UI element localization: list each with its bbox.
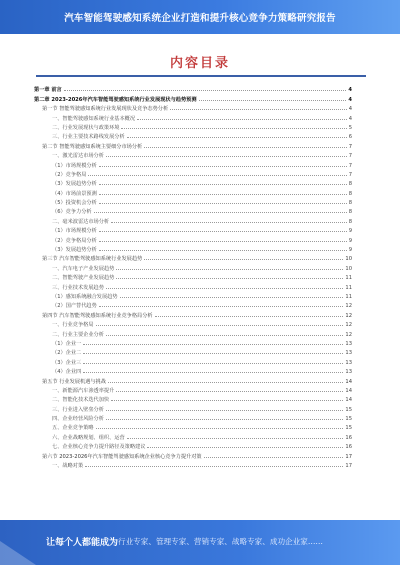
toc-entry-title: 一、战略对策: [52, 463, 84, 470]
toc-page-number: 13: [345, 340, 352, 347]
toc-entry-title: 一、激光雷达市场分析: [52, 153, 104, 160]
toc-dot-leader: [111, 400, 343, 401]
toc-entry[interactable]: [34, 431, 352, 440]
toc-entry-title: （4）企业四: [52, 369, 82, 376]
toc-entry[interactable]: [34, 422, 352, 431]
toc-entry-title: （3）企业三: [52, 359, 82, 366]
toc-entry-title: 第一节 智能驾驶感知系统行业发展现状及竞争态势分析: [42, 106, 169, 113]
toc-page-number: 5: [348, 124, 352, 131]
toc-entry[interactable]: [34, 338, 352, 347]
toc-page-number: 13: [345, 369, 352, 376]
toc-dot-leader: [199, 100, 347, 101]
toc-page-number: 14: [345, 397, 352, 404]
toc-entry[interactable]: [34, 385, 352, 394]
footer-corner-decoration: [0, 541, 36, 565]
toc-page-number: 12: [345, 312, 352, 319]
toc-dot-leader: [83, 344, 343, 345]
toc-entry[interactable]: [34, 450, 352, 459]
toc-dot-leader: [147, 447, 343, 448]
toc-dot-leader: [99, 250, 347, 251]
toc-entry-title: 一、智能驾驶感知系统行业基本概况: [52, 115, 136, 122]
toc-page-number: 6: [348, 134, 352, 141]
toc-page-number: 10: [345, 265, 352, 272]
toc-dot-leader: [99, 231, 347, 232]
toc-page-number: 7: [348, 143, 352, 150]
toc-entry-title: 四、企业经营风险分析: [52, 416, 104, 423]
toc-page-number: 10: [345, 256, 352, 263]
toc-dot-leader: [99, 184, 347, 185]
toc-entry[interactable]: [34, 169, 352, 178]
toc-entry[interactable]: [34, 187, 352, 196]
toc-entry-title: （1）市场规模分析: [52, 162, 97, 169]
toc-entry[interactable]: [34, 413, 352, 422]
toc-entry-title: 七、企业核心竞争力提升路径及策略建议: [52, 444, 146, 451]
toc-page-number: 9: [348, 247, 352, 254]
toc-dot-leader: [121, 128, 346, 129]
toc-page-number: 8: [348, 209, 352, 216]
toc-page-number: 15: [345, 425, 352, 432]
footer-slogan: 让每个人都能成为: [46, 538, 119, 548]
toc-page-number: 11: [345, 293, 352, 300]
toc-page-number: 11: [345, 284, 352, 291]
toc-page-number: 13: [345, 359, 352, 366]
toc-dot-leader: [64, 90, 347, 91]
toc-dot-leader: [106, 419, 344, 420]
toc-entry[interactable]: [34, 93, 352, 102]
toc-entry-title: （2）国产替代趋势: [52, 303, 97, 310]
toc-entry[interactable]: [34, 375, 352, 384]
toc-page-number: 7: [348, 162, 352, 169]
toc-dot-leader: [88, 175, 346, 176]
toc-dot-leader: [170, 109, 347, 110]
toc-dot-leader: [120, 297, 344, 298]
toc-entry[interactable]: [34, 347, 352, 356]
toc-entry[interactable]: [34, 234, 352, 243]
toc-dot-leader: [99, 306, 344, 307]
toc-entry-title: 六、企业战略规划、组织、运营: [52, 434, 125, 441]
toc-entry-title: （1）市场规模分析: [52, 228, 97, 235]
toc-page-number: 15: [345, 416, 352, 423]
toc-dot-leader: [127, 137, 347, 138]
toc-dot-leader: [106, 156, 347, 157]
toc-entry[interactable]: [34, 225, 352, 234]
toc-entry-title: （5）投资机会分析: [52, 200, 97, 207]
toc-entry[interactable]: [34, 159, 352, 168]
toc-page-number: 17: [345, 463, 352, 470]
toc-page-number: 13: [345, 350, 352, 357]
toc-dot-leader: [94, 212, 347, 213]
toc-dot-leader: [155, 316, 344, 317]
toc-dot-leader: [106, 335, 344, 336]
toc-entry[interactable]: [34, 122, 352, 131]
toc-entry-title: （3）发展趋势分析: [52, 247, 97, 254]
toc-entry-title: 三、行业主要技术路线发展分析: [52, 134, 125, 141]
toc-entry[interactable]: [34, 215, 352, 224]
toc-dot-leader: [116, 278, 343, 279]
toc-page-number: 4: [348, 115, 352, 122]
toc-entry[interactable]: [34, 291, 352, 300]
toc-page-number: 8: [348, 190, 352, 197]
toc-page-number: 7: [348, 153, 352, 160]
toc-entry[interactable]: [34, 272, 352, 281]
toc-dot-leader: [83, 372, 343, 373]
toc-entry[interactable]: [34, 262, 352, 271]
toc-page-number: 16: [345, 444, 352, 451]
toc-entry[interactable]: [34, 197, 352, 206]
toc-entry[interactable]: [34, 84, 352, 93]
toc-page-number: 4: [348, 96, 352, 103]
toc-entry-title: （1）企业一: [52, 340, 82, 347]
report-header-banner: [0, 0, 400, 34]
toc-entry-title: 五、企业竞争策略: [52, 425, 94, 432]
toc-entry-title: 二、行业主要企业分析: [52, 331, 104, 338]
toc-entry[interactable]: [34, 206, 352, 215]
toc-entry[interactable]: [34, 178, 352, 187]
toc-heading: 内容目录: [169, 56, 230, 71]
toc-page-number: 8: [348, 181, 352, 188]
toc-entry[interactable]: [34, 112, 352, 121]
toc-page-number: 17: [345, 453, 352, 460]
toc-dot-leader: [96, 428, 344, 429]
footer-subtitle: 行业专家、管理专家、营销专家、战略专家、成功企业家……: [118, 537, 324, 546]
toc-entry[interactable]: [34, 403, 352, 412]
toc-dot-leader: [85, 466, 343, 467]
toc-dot-leader: [144, 259, 343, 260]
toc-entry-title: 一、行业竞争格局: [52, 322, 94, 329]
toc-entry-title: 第三节 汽车智能驾驶感知系统行业发展趋势: [42, 256, 143, 263]
toc-page-number: 4: [348, 87, 352, 94]
toc-page-number: 9: [348, 228, 352, 235]
toc-page-number: 12: [345, 322, 352, 329]
toc-page-number: 16: [345, 434, 352, 441]
toc-dot-leader: [116, 391, 343, 392]
toc-entry-title: 二、行业发展现状与政策环境: [52, 124, 120, 131]
toc-entry[interactable]: [34, 328, 352, 337]
toc-page-number: 7: [348, 171, 352, 178]
toc-divider: [36, 75, 366, 77]
toc-entry-title: 二、毫米波雷达市场分析: [52, 218, 110, 225]
table-of-contents: [34, 84, 352, 469]
toc-entry-title: 第二章 2023-2026年汽车智能驾驶感知系统行业发展现状与趋势预测: [34, 96, 197, 103]
toc-entry[interactable]: [34, 441, 352, 450]
toc-entry[interactable]: [34, 244, 352, 253]
toc-entry[interactable]: [34, 140, 352, 149]
report-title: 汽车智能驾驶感知系统企业打造和提升核心竞争力策略研究报告: [64, 13, 336, 24]
toc-entry-title: （4）市场前景预测: [52, 190, 97, 197]
toc-entry[interactable]: [34, 394, 352, 403]
toc-entry-title: 二、智能驾驶产业发展趋势: [52, 275, 115, 282]
toc-entry[interactable]: [34, 281, 352, 290]
toc-entry-title: 第六节 2023-2026年汽车智能驾驶感知系统企业核心竞争力提升对策: [42, 453, 202, 460]
toc-entry[interactable]: [34, 103, 352, 112]
toc-dot-leader: [99, 203, 347, 204]
toc-entry-title: 第五节 行业发展机遇与挑战: [42, 378, 106, 385]
toc-page-number: 15: [345, 406, 352, 413]
toc-dot-leader: [96, 325, 344, 326]
toc-dot-leader: [99, 241, 347, 242]
toc-page-number: 8: [348, 218, 352, 225]
toc-dot-leader: [83, 353, 343, 354]
toc-page-number: 8: [348, 200, 352, 207]
toc-dot-leader: [204, 457, 344, 458]
toc-entry-title: （6）竞争力分析: [52, 209, 92, 216]
toc-dot-leader: [116, 269, 343, 270]
toc-page-number: 4: [348, 106, 352, 113]
toc-entry[interactable]: [34, 309, 352, 318]
toc-entry-title: 第二节 智能驾驶感知系统主要细分市场分析: [42, 143, 143, 150]
toc-dot-leader: [144, 147, 346, 148]
toc-dot-leader: [127, 438, 344, 439]
toc-page-number: 12: [345, 331, 352, 338]
toc-dot-leader: [106, 288, 344, 289]
toc-entry-title: 三、行业进入壁垒分析: [52, 406, 104, 413]
toc-dot-leader: [99, 166, 347, 167]
toc-entry-title: 第四节 汽车智能驾驶感知系统行业竞争格局分析: [42, 312, 153, 319]
toc-dot-leader: [137, 119, 347, 120]
toc-dot-leader: [108, 382, 343, 383]
toc-entry-title: 一、新能源汽车渗透率提升: [52, 387, 115, 394]
toc-entry-title: （2）竞争格局: [52, 171, 87, 178]
toc-page-number: 11: [345, 275, 352, 282]
toc-entry[interactable]: [34, 460, 352, 469]
toc-entry-title: （3）发展趋势分析: [52, 181, 97, 188]
toc-page-number: 14: [345, 387, 352, 394]
toc-entry-title: 第一章 前言: [34, 87, 62, 94]
toc-dot-leader: [106, 410, 344, 411]
toc-page-number: 9: [348, 237, 352, 244]
toc-entry-title: （1）感知系统融合发展趋势: [52, 293, 118, 300]
toc-entry-title: 二、智能化技术迭代加快: [52, 397, 110, 404]
toc-entry-title: （2）竞争格局分析: [52, 237, 97, 244]
toc-dot-leader: [111, 222, 347, 223]
toc-entry[interactable]: [34, 356, 352, 365]
toc-entry-title: 一、汽车电子产业发展趋势: [52, 265, 115, 272]
toc-entry[interactable]: [34, 300, 352, 309]
toc-entry[interactable]: [34, 150, 352, 159]
toc-page-number: 12: [345, 303, 352, 310]
toc-entry[interactable]: [34, 131, 352, 140]
toc-entry[interactable]: [34, 253, 352, 262]
toc-entry-title: （2）企业二: [52, 350, 82, 357]
toc-page-number: 14: [345, 378, 352, 385]
toc-entry-title: 三、行业技术发展趋势: [52, 284, 104, 291]
toc-dot-leader: [99, 194, 347, 195]
toc-entry[interactable]: [34, 366, 352, 375]
footer-banner: [0, 520, 400, 565]
toc-entry[interactable]: [34, 319, 352, 328]
toc-dot-leader: [83, 363, 343, 364]
